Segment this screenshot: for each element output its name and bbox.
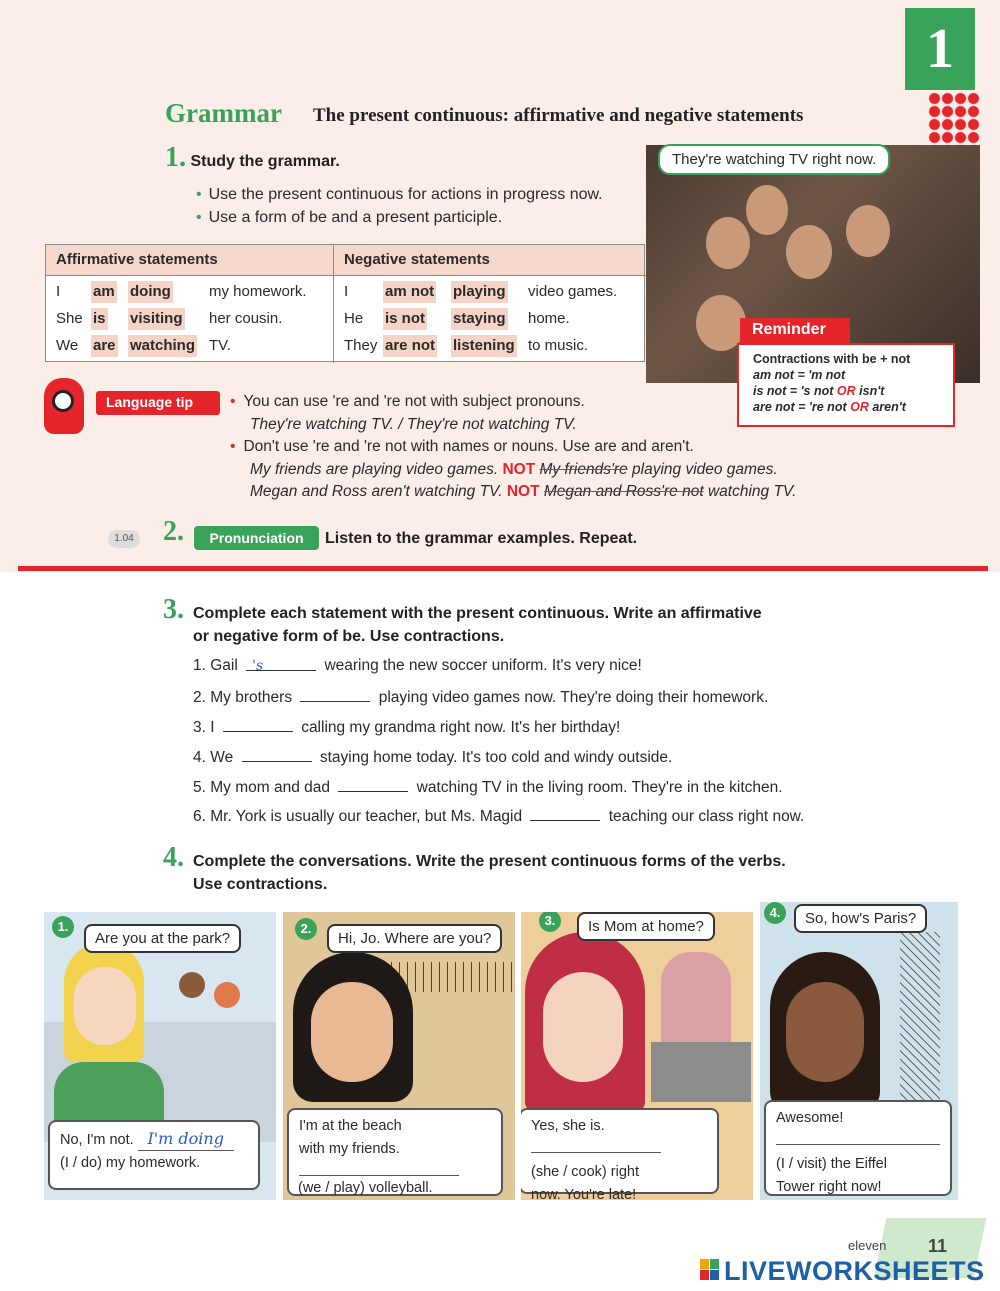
unit-number-tab: 1	[905, 8, 975, 90]
item-text: My mom and dad	[210, 779, 330, 796]
reminder-line: are not = 're not	[753, 400, 847, 414]
table-cell: her cousin.	[209, 310, 283, 327]
reminder-line: is not = 's not	[753, 384, 834, 398]
table-header-negative: Negative statements	[334, 245, 644, 275]
exercise-item	[193, 686, 768, 708]
language-tip-label: Language tip	[96, 391, 220, 415]
page-word: eleven	[848, 1238, 887, 1253]
answer-blank[interactable]	[338, 776, 408, 792]
panel-number: 3.	[539, 912, 561, 932]
item-text: Gail	[210, 657, 238, 674]
tip-rule: • You can use 're and 're not with subject pronouns.	[230, 391, 796, 414]
item-number: 1.	[193, 657, 206, 674]
table-divider	[46, 275, 646, 276]
speech-bubble-question: Are you at the park?	[84, 924, 241, 953]
exercise-item	[193, 746, 672, 768]
language-tip-text	[230, 391, 796, 504]
exercise-instruction: Complete each statement with the present continuous. Write an affirmative	[193, 605, 762, 622]
item-number: 3.	[193, 719, 206, 736]
answer-text: (I / do) my homework.	[60, 1155, 201, 1171]
grammar-rules-list	[196, 183, 603, 229]
answer-blank[interactable]	[531, 1143, 661, 1153]
exercise-item	[193, 805, 804, 827]
table-cell: are	[91, 335, 118, 357]
table-cell: video games.	[528, 283, 618, 300]
item-number: 6.	[193, 808, 206, 825]
tip-wrong-example: My friends're	[539, 460, 628, 478]
table-cell: visiting	[128, 308, 185, 330]
exercise-instruction: Study the grammar.	[190, 153, 340, 170]
table-cell: to music.	[528, 337, 589, 354]
table-cell: He	[344, 310, 364, 327]
tip-example	[230, 481, 796, 504]
exercise-item	[193, 716, 620, 738]
reminder-heading: Contractions with be + not	[753, 352, 911, 366]
tip-example-rest: watching TV.	[707, 483, 797, 500]
reminder-line: isn't	[859, 384, 885, 398]
tip-correct-example: My friends are playing video games.	[250, 460, 499, 478]
eiffel-tower	[900, 932, 940, 1102]
grammar-table	[45, 244, 645, 362]
speech-bubble-question: So, how's Paris?	[794, 904, 927, 933]
exercise-instruction: Use contractions.	[193, 876, 328, 893]
table-cell: I	[344, 283, 349, 300]
item-text: My brothers	[210, 689, 293, 706]
exercise-1-heading	[165, 142, 340, 174]
answer-text: (I / visit) the Eiffel	[776, 1156, 887, 1172]
grammar-heading: Grammar	[165, 98, 282, 128]
item-text: We	[210, 749, 234, 766]
comic-panel-4	[760, 902, 958, 1200]
answer-blank[interactable]	[242, 746, 312, 762]
exercise-number: 3.	[163, 594, 184, 625]
answer-text: (she / cook) right	[531, 1164, 639, 1180]
table-cell: listening	[451, 335, 517, 357]
answer-text: I'm at the beach	[299, 1118, 402, 1134]
tip-correct-example: Megan and Ross aren't watching TV.	[250, 483, 503, 500]
item-text: Mr. York is usually our teacher, but Ms. Magid	[210, 808, 523, 825]
table-header-affirmative: Affirmative statements	[46, 245, 333, 275]
item-text: playing video games now. They're doing their homework.	[378, 689, 769, 706]
grammar-rule: • Use the present continuous for actions in progress now.	[196, 183, 603, 206]
girl-face	[74, 967, 136, 1045]
comic-panel-3	[521, 912, 753, 1200]
item-text: calling my grandma right now. It's her birthday!	[301, 719, 621, 736]
answer-text: now. You're late!	[531, 1187, 637, 1200]
table-cell: are not	[383, 335, 437, 357]
audio-track-button[interactable]: 1.04	[108, 530, 140, 548]
girl-face	[786, 982, 864, 1082]
exercise-instruction: Complete the conversations. Write the present continuous forms of the verbs.	[193, 853, 786, 870]
answer-text: No, I'm not.	[60, 1132, 134, 1148]
tip-not: NOT	[506, 483, 540, 500]
reminder-line: aren't	[872, 400, 906, 414]
table-cell: is not	[383, 308, 427, 330]
item-text: I	[210, 719, 215, 736]
grammar-title: The present continuous: affirmative and negative statements	[313, 105, 804, 126]
answer-blank[interactable]: 's	[246, 655, 316, 671]
comic-panel-2	[283, 912, 515, 1200]
answer-text: Tower right now!	[776, 1179, 882, 1195]
page-number: 11	[928, 1236, 948, 1256]
comic-panel-1	[44, 912, 276, 1200]
table-cell: watching	[128, 335, 197, 357]
reminder-label: Reminder	[740, 318, 850, 344]
tip-not: NOT	[502, 460, 536, 478]
answer-text: with my friends.	[299, 1141, 400, 1157]
tip-example-rest: playing video games.	[632, 460, 778, 478]
table-cell: am not	[383, 281, 436, 303]
item-text: staying home today. It's too cold and windy outside.	[319, 749, 673, 766]
table-cell: is	[91, 308, 108, 330]
liveworksheets-logo[interactable]: LIVEWORKSHEETS	[724, 1256, 985, 1286]
answer-bubble	[48, 1120, 260, 1190]
speech-bubble-question: Is Mom at home?	[577, 912, 715, 941]
item-number: 4.	[193, 749, 206, 766]
section-divider	[18, 566, 988, 571]
answer-blank[interactable]: I'm doing	[138, 1127, 234, 1151]
exercise-number: 4.	[163, 842, 184, 873]
table-cell: am	[91, 281, 117, 303]
answer-blank[interactable]	[299, 1162, 459, 1176]
answer-bubble	[521, 1108, 719, 1200]
answer-blank[interactable]	[300, 686, 370, 702]
table-cell: staying	[451, 308, 508, 330]
table-cell: my homework.	[209, 283, 307, 300]
panel-number: 2.	[295, 918, 317, 940]
answer-text: Awesome!	[776, 1110, 844, 1126]
item-number: 2.	[193, 689, 206, 706]
exercise-instruction: Listen to the grammar examples. Repeat.	[325, 530, 638, 547]
table-cell: We	[56, 337, 79, 354]
reminder-or: OR	[836, 384, 856, 398]
item-text: wearing the new soccer uniform. It's very nice!	[324, 657, 642, 674]
table-cell: doing	[128, 281, 173, 303]
exercise-number: 1.	[165, 142, 186, 173]
stove	[651, 1042, 751, 1102]
table-divider	[333, 245, 334, 363]
table-cell: She	[56, 310, 83, 327]
girl-face	[311, 982, 393, 1082]
monster-eye-icon	[52, 390, 74, 412]
table-cell: home.	[528, 310, 570, 327]
exercise-item	[193, 776, 783, 798]
answer-blank[interactable]	[223, 716, 293, 732]
girl-face	[543, 972, 623, 1082]
table-cell: They	[344, 337, 378, 354]
panel-number: 1.	[52, 916, 74, 938]
tip-rule: • Don't use 're and 're not with names or nouns. Use are and aren't.	[230, 436, 796, 459]
tip-example	[230, 459, 796, 482]
panel-number: 4.	[764, 902, 786, 924]
tip-example: They're watching TV. / They're not watching TV.	[250, 415, 577, 433]
answer-text: (we / play) volleyball.	[298, 1180, 433, 1196]
grammar-rule: • Use a form of be and a present participle.	[196, 206, 603, 229]
tip-wrong-example: Megan and Ross're not	[543, 483, 704, 500]
exercise-number: 2.	[163, 516, 184, 547]
item-text: watching TV in the living room. They're in the kitchen.	[416, 779, 783, 796]
pronunciation-label: Pronunciation	[194, 526, 319, 550]
exercise-item	[193, 655, 642, 677]
exercise-instruction: or negative form of be. Use contractions.	[193, 628, 505, 645]
liveworksheets-logo-icon	[700, 1259, 720, 1281]
item-number: 5.	[193, 779, 206, 796]
answer-bubble	[764, 1100, 952, 1196]
reminder-or: OR	[850, 400, 869, 414]
table-cell: TV.	[209, 337, 231, 354]
photo-caption-bubble: They're watching TV right now.	[658, 144, 890, 175]
answer-text: Yes, she is.	[531, 1118, 605, 1134]
table-cell: I	[56, 283, 61, 300]
speech-bubble-question: Hi, Jo. Where are you?	[327, 924, 502, 953]
item-text: teaching our class right now.	[608, 808, 805, 825]
answer-blank[interactable]	[530, 805, 600, 821]
table-cell: playing	[451, 281, 508, 303]
answer-blank[interactable]	[776, 1135, 940, 1145]
reminder-line: am not = 'm not	[753, 368, 846, 382]
